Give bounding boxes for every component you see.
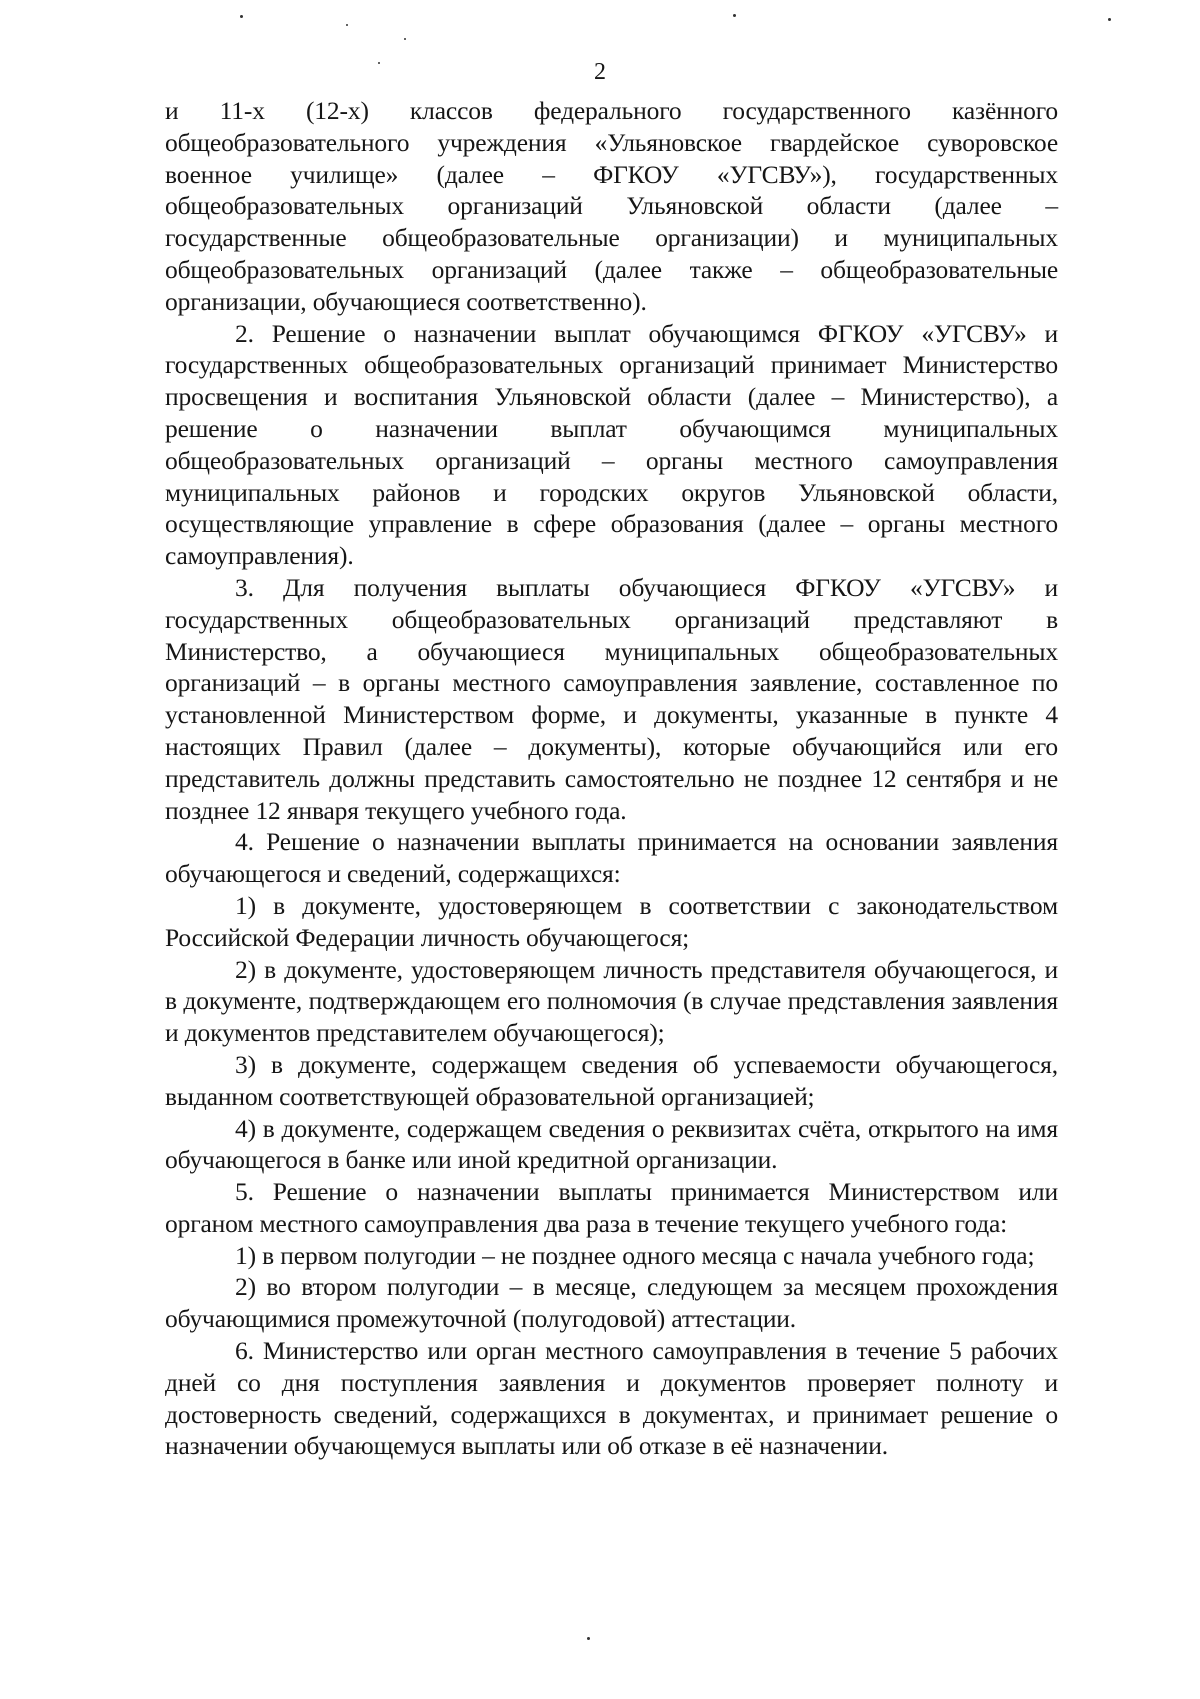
document-body	[165, 95, 1058, 1462]
scan-speck	[346, 24, 348, 26]
scan-speck	[240, 15, 243, 18]
paragraph-2: 2. Решение о назначении выплат обучающимся ФГКОУ «УГСВУ» и государственных общеобразовательных организаций принимает Министерство просвещения и воспитания Ульяновской области (далее – Министерство), а решение о назначении выплат обучающимся муниципальных общеобразовательных организаций – органы местного самоуправления муниципальных районов и городских округов Ульяновской области, осуществляющие управление в сфере образования (далее – органы местного самоуправления).	[165, 318, 1058, 571]
paragraph-4-item-3: 3) в документе, содержащем сведения об успеваемости обучающегося, выданном соответствующей образовательной организацией;	[165, 1049, 1058, 1111]
paragraph-5-item-1: 1) в первом полугодии – не позднее одного месяца с начала учебного года;	[235, 1240, 1035, 1270]
paragraph-5: 5. Решение о назначении выплаты принимается Министерством или органом местного самоуправления два раза в течение текущего учебного года:	[165, 1177, 1058, 1238]
paragraph-4: 4. Решение о назначении выплаты принимается на основании заявления обучающегося и сведений, содержащихся:	[165, 827, 1058, 889]
paragraph-continuation: и 11-х (12-х) классов федерального государственного казённого общеобразовательного учреждения «Ульяновское гвардейское суворовское военное училище» (далее – ФГКОУ «УГСВУ»), государственных общеобразовательных организаций Ульяновской области (далее – государственные общеобразовательные организации) и муниципальных общеобразовательных организаций (далее также – общеобразовательные организации, обучающиеся соответственно).	[165, 96, 1058, 316]
scan-speck	[733, 14, 736, 17]
page-number: 2	[594, 59, 606, 85]
scan-speck	[404, 38, 406, 40]
paragraph-4-item-1: 1) в документе, удостоверяющем в соответствии с законодательством Российской Федерации личность обучающегося;	[165, 890, 1058, 952]
paragraph-4-item-2: 2) в документе, удостоверяющем личность представителя обучающегося, и в документе, подтверждающем его полномочия (в случае представления заявления и документов представителем обучающегося);	[165, 954, 1058, 1048]
paragraph-4-item-4: 4) в документе, содержащем сведения о реквизитах счёта, открытого на имя обучающегося в банке или иной кредитной организации.	[165, 1113, 1058, 1175]
paragraph-5-item-2: 2) во втором полугодии – в месяце, следующем за месяцем прохождения обучающимися промежуточной (полугодовой) аттестации.	[165, 1272, 1058, 1334]
paragraph-6: 6. Министерство или орган местного самоуправления в течение 5 рабочих дней со дня поступления заявления и документов проверяет полноту и достоверность сведений, содержащихся в документах, и принимает решение о назначении обучающемуся выплаты или об отказе в её назначении.	[165, 1336, 1058, 1461]
scan-speck	[1108, 18, 1111, 21]
paragraph-3: 3. Для получения выплаты обучающиеся ФГКОУ «УГСВУ» и государственных общеобразовательных организаций представляют в Министерство, а обучающиеся муниципальных общеобразовательных организаций – в органы местного самоуправления заявление, составленное по установленной Министерством форме, и документы, указанные в пункте 4 настоящих Правил (далее – документы), которые обучающийся или его представитель должны представить самостоятельно не позднее 12 сентября и не позднее 12 января текущего учебного года.	[165, 572, 1058, 825]
scan-speck	[587, 1637, 590, 1640]
